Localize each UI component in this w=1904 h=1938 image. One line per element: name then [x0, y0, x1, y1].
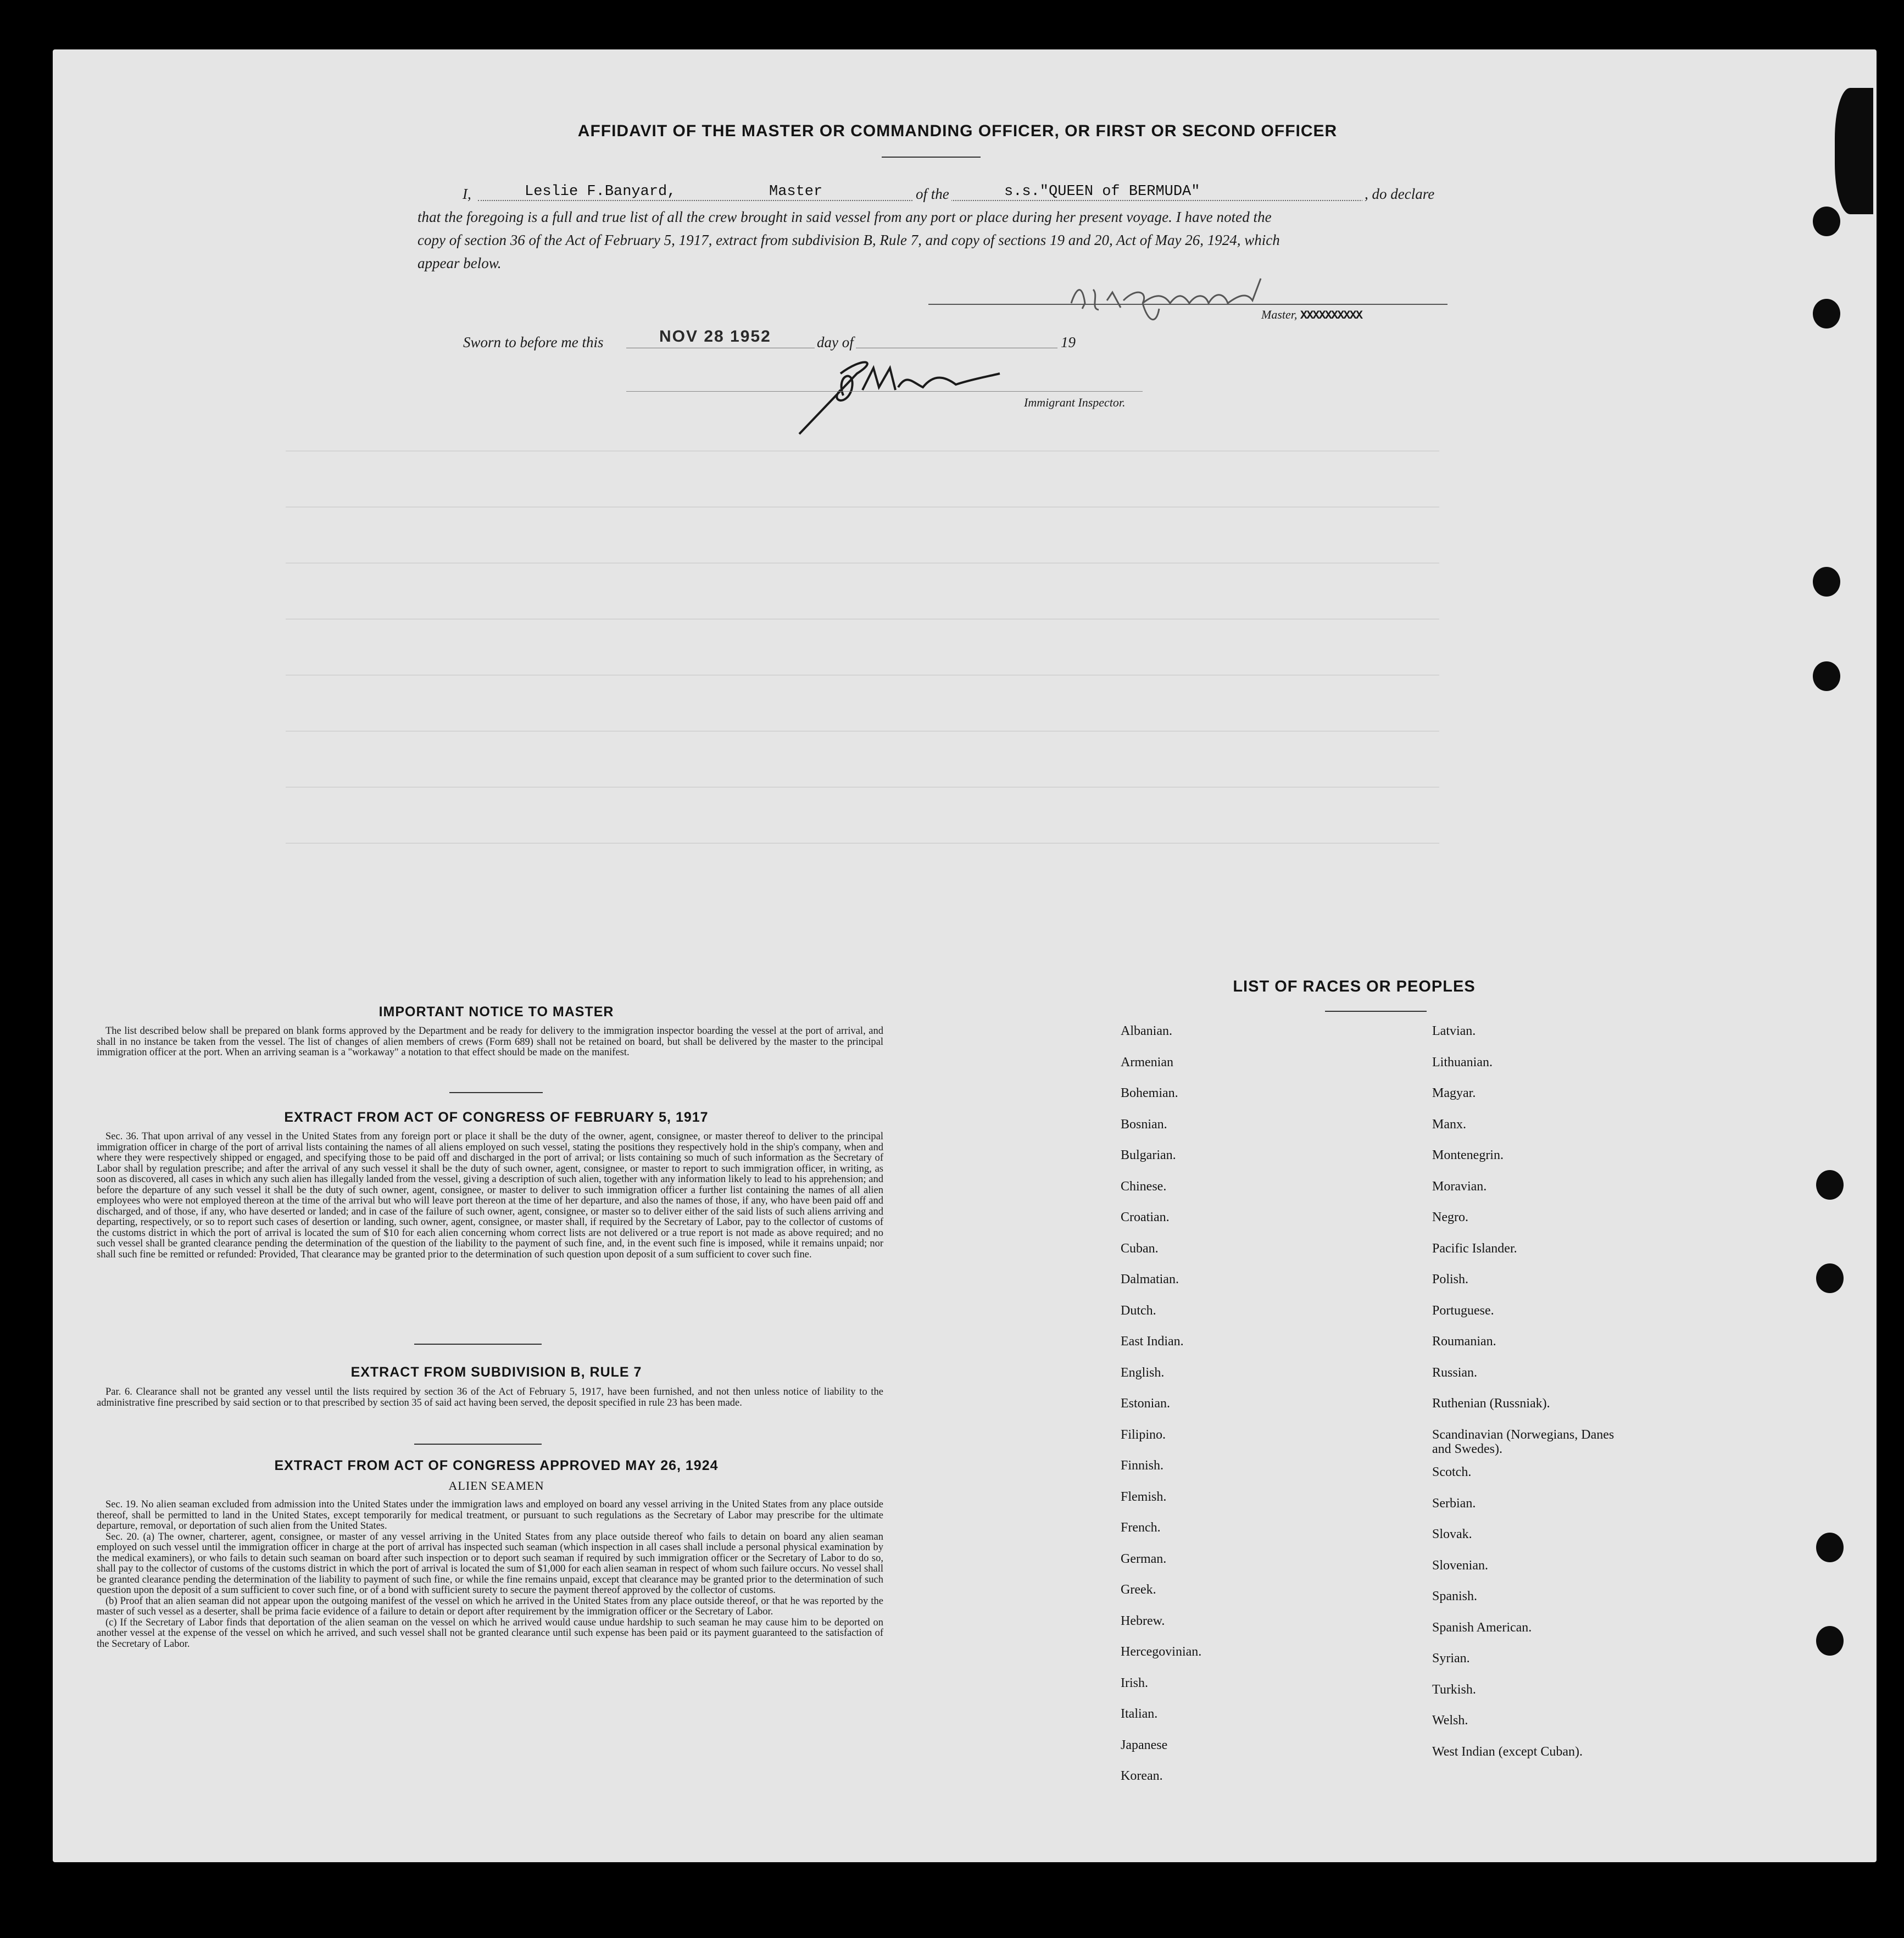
- race-item: Albanian.: [1121, 1024, 1172, 1038]
- race-item: Scandinavian (Norwegians, Danes and Swedes).: [1432, 1427, 1614, 1456]
- race-item: Irish.: [1121, 1675, 1148, 1690]
- of-the-label: of the: [914, 186, 951, 203]
- race-item: French.: [1121, 1521, 1161, 1535]
- race-item: Turkish.: [1432, 1682, 1476, 1697]
- binder-hole: [1813, 207, 1840, 236]
- race-item: Spanish American.: [1432, 1620, 1532, 1635]
- act-1924-body: [97, 1500, 883, 1650]
- race-item: Greek.: [1121, 1583, 1156, 1597]
- race-item: Bohemian.: [1121, 1086, 1178, 1100]
- race-item: Montenegrin.: [1432, 1148, 1504, 1162]
- race-item: Spanish.: [1432, 1589, 1478, 1603]
- race-item: Syrian.: [1432, 1651, 1470, 1666]
- act-1924-sec20b: (b) Proof that an alien seaman did not appear upon the outgoing manifest of the vessel on which he arrived in the United States from any place outside thereof, or that he was reported by the master of such vessel as a deserter, shall be prima facie evidence of a failure to detain or deport after requirement by the immigration officer or the Secretary of Labor.: [97, 1595, 883, 1617]
- do-declare-label: , do declare: [1362, 186, 1434, 203]
- race-item: Hebrew.: [1121, 1613, 1165, 1628]
- races-title: LIST OF RACES OR PEOPLES: [1233, 978, 1476, 995]
- inspector-signature-line: [626, 391, 1143, 392]
- notice-title: IMPORTANT NOTICE TO MASTER: [378, 1004, 614, 1020]
- master-signature-caption: [1261, 308, 1362, 322]
- race-item: Ruthenian (Russniak).: [1432, 1396, 1550, 1411]
- race-item: Cuban.: [1121, 1241, 1159, 1256]
- races-divider: [1325, 1011, 1427, 1012]
- master-caption-label: Master,: [1261, 308, 1298, 321]
- race-item: Scotch.: [1432, 1465, 1472, 1479]
- race-item: Manx.: [1432, 1117, 1466, 1132]
- vessel-name: s.s."QUEEN of BERMUDA": [1004, 183, 1200, 200]
- act-1924-subtitle: ALIEN SEAMEN: [448, 1479, 544, 1493]
- race-item: Bosnian.: [1121, 1117, 1167, 1132]
- binder-hole: [1813, 567, 1840, 597]
- master-signature: [1060, 270, 1324, 336]
- race-item: East Indian.: [1121, 1334, 1184, 1349]
- race-item: Pacific Islander.: [1432, 1241, 1517, 1256]
- rule-7-text: Par. 6. Clearance shall not be granted any vessel until the lists required by section 36 of the Act of February 5, 1917, have been furnished, and not then unless notice of liability to the administrative fine prescribed by said section or to that prescribed by section 35 of said act having been served, the deposit specified in rule 23 has been made.: [97, 1386, 883, 1408]
- race-item: Filipino.: [1121, 1427, 1166, 1442]
- divider: [414, 1444, 542, 1445]
- race-item: Japanese: [1121, 1737, 1168, 1752]
- master-rank: Master: [769, 183, 823, 200]
- act-1917-title: EXTRACT FROM ACT OF CONGRESS OF FEBRUARY 5, 1917: [284, 1110, 709, 1125]
- race-item: Slovenian.: [1432, 1558, 1488, 1573]
- race-item: German.: [1121, 1551, 1167, 1566]
- title-underline: [882, 157, 981, 158]
- divider: [449, 1092, 543, 1093]
- race-item: Negro.: [1432, 1210, 1468, 1224]
- binder-hole: [1816, 1626, 1844, 1656]
- affidavit-line4: appear below.: [417, 255, 502, 271]
- notice-text: The list described below shall be prepared on blank forms approved by the Department and be ready for delivery to the immigration inspector boarding the vessel at the port of arrival, and shall in no instance be taken from the vessel. The list of changes of alien members of crews (Form 689) shall not be retained on board, but shall be delivered by the master to the principal immigration officer at the port. When an arriving seaman is a "workaway" a notation to that effect should be made on the manifest.: [97, 1026, 883, 1058]
- race-item: Korean.: [1121, 1769, 1163, 1783]
- struck-officer-title: XXXXXXXXXX: [1300, 309, 1362, 322]
- affidavit-line3: copy of section 36 of the Act of February 5, 1917, extract from subdivision B, Rule 7, and copy of sections 19 and 20, Act of May 26, 1924, which: [417, 232, 1280, 248]
- date-stamp: NOV 28 1952: [659, 327, 771, 346]
- race-item: English.: [1121, 1365, 1165, 1380]
- inspector-signature: [791, 335, 1011, 439]
- race-item: Hercegovinian.: [1121, 1645, 1202, 1659]
- race-item: Moravian.: [1432, 1179, 1487, 1194]
- race-item: Polish.: [1432, 1272, 1469, 1287]
- bleed-through-rows: [286, 428, 1439, 978]
- binder-hole: [1816, 1533, 1844, 1562]
- binder-hole: [1816, 1263, 1844, 1293]
- rule-7-title: EXTRACT FROM SUBDIVISION B, RULE 7: [350, 1365, 642, 1380]
- race-item: West Indian (except Cuban).: [1432, 1744, 1583, 1759]
- act-1924-title: EXTRACT FROM ACT OF CONGRESS APPROVED MAY 26, 1924: [274, 1458, 719, 1473]
- binder-hole: [1813, 299, 1840, 328]
- race-item: Dutch.: [1121, 1303, 1156, 1318]
- race-item: Dalmatian.: [1121, 1272, 1179, 1287]
- race-item: Bulgarian.: [1121, 1148, 1176, 1162]
- race-item: Chinese.: [1121, 1179, 1167, 1194]
- master-name: Leslie F.Banyard,: [525, 183, 676, 200]
- race-item: Welsh.: [1432, 1713, 1468, 1728]
- race-item: Lithuanian.: [1432, 1055, 1493, 1070]
- divider: [414, 1344, 542, 1345]
- race-item: Portuguese.: [1432, 1303, 1494, 1318]
- race-item: Flemish.: [1121, 1489, 1167, 1504]
- race-item: Italian.: [1121, 1707, 1158, 1721]
- race-item: Roumanian.: [1432, 1334, 1496, 1349]
- race-item: Finnish.: [1121, 1458, 1164, 1473]
- race-item: Armenian: [1121, 1055, 1173, 1070]
- race-item: Croatian.: [1121, 1210, 1170, 1224]
- torn-corner: [1835, 88, 1873, 214]
- binder-hole: [1816, 1170, 1844, 1200]
- inspector-caption: Immigrant Inspector.: [1024, 396, 1126, 409]
- act-1924-sec20c: (c) If the Secretary of Labor finds that deportation of the alien seaman on the vessel on which he arrived would cause undue hardship to such seaman he may cause him to be deported on another vessel at the expense of the vessel on which he arrived, and such vessel shall not be granted clearance until such expense has been paid or its payment guaranteed to the satisfaction of the Secretary of Labor.: [97, 1617, 883, 1650]
- act-1924-sec20a: Sec. 20. (a) The owner, charterer, agent, consignee, or master of any vessel arriving in the United States from any place outside thereof who fails to detain on board any alien seaman employed on such vessel until the immigration officer in charge at the port of arrival has inspected such seaman (which inspection in all cases shall include a personal physical examination by the medical examiners), or who fails to detain such seaman on board after such inspection or to deport such seaman if required by such immigration officer or the Secretary of Labor to do so, shall pay to the collector of customs of the customs district in which the port of arrival is located the sum of $1,000 for each alien seaman in respect of whom such failure occurs. No vessel shall be granted clearance pending the determination of the liability to payment of such fine, or while the fine remains unpaid, except that clearance may be granted prior to the determination of such question upon the deposit of a sum sufficient to cover such fine, or of a bond with sufficient surety to secure the payment thereof approved by the collector of customs.: [97, 1531, 883, 1596]
- year-label: 19: [1057, 334, 1079, 351]
- affidavit-i: I,: [463, 186, 471, 202]
- sworn-label: Sworn to before me this: [463, 334, 604, 350]
- affidavit-line2: that the foregoing is a full and true list of all the crew brought in said vessel from any port or place during her present voyage. I have noted the: [417, 209, 1272, 225]
- race-item: Russian.: [1432, 1365, 1478, 1380]
- race-item: Latvian.: [1432, 1024, 1476, 1038]
- day-of-label: day of: [815, 334, 856, 351]
- race-item: Magyar.: [1432, 1086, 1476, 1100]
- act-1917-text: Sec. 36. That upon arrival of any vessel in the United States from any foreign port or place it shall be the duty of the owner, agent, consignee, or master thereof to deliver to the principal immigration officer in charge of the port of arrival lists containing the names of all aliens employed on such vessel, stating the positions they respectively hold in the ship's company, when and where they were respectively shipped or engaged, and specifying those to be paid off and discharged in the port of arrival; or lists containing so much of such information as the Secretary of Labor shall by regulation prescribe; and after the arrival of any such vessel it shall be the duty of such owner, agent, consignee, or master to report to such immigration officer, in writing, as soon as discovered, all cases in which any such alien has illegally landed from the vessel, giving a description of such alien, together with any information likely to lead to his apprehension; and before the departure of any such vessel it shall be the duty of such owner, agent, consignee, or master to deliver to such immigration officer a further list containing the names of all alien employees who were not employed thereon at the time of the arrival but who will leave port thereon at the time of her departure, and also the names of those, if any, who have been paid off and discharged, and of those, if any, who have deserted or landed; and in case of the failure of such owner, agent, consignee, or master so to deliver either of the said lists of such aliens arriving and departing, respectively, or so to report such cases of desertion or landing, such owner, agent, consignee, or master shall, if required by the Secretary of Labor, pay to the collector of customs of the customs district in which the port of arrival is located the sum of $10 for each alien concerning whom correct lists are not delivered or a true report is not made as above required; and no such vessel shall be granted clearance pending the determination of the question of the liability to the payment of such fine, and, in the event such fine is imposed, while it remains unpaid; nor shall such fine be remitted or refunded: Provided, That clearance may be granted prior to the determination of such question upon deposit of a sum sufficient to cover such fine.: [97, 1131, 883, 1260]
- act-1924-sec19: Sec. 19. No alien seaman excluded from admission into the United States under the immigration laws and employed on board any vessel arriving in the United States from any place outside thereof, shall be permitted to land in the United States, except temporarily for medical treatment, or pursuant to such regulations as the Secretary of Labor may prescribe for the ultimate departure, removal, or deportation of such alien from the United States.: [97, 1499, 883, 1532]
- race-item: Slovak.: [1432, 1527, 1472, 1541]
- affidavit-title: AFFIDAVIT OF THE MASTER OR COMMANDING OFFICER, OR FIRST OR SECOND OFFICER: [577, 122, 1338, 140]
- race-item: Serbian.: [1432, 1496, 1476, 1511]
- binder-hole: [1813, 661, 1840, 691]
- race-item: Estonian.: [1121, 1396, 1170, 1411]
- master-signature-line: [928, 304, 1448, 305]
